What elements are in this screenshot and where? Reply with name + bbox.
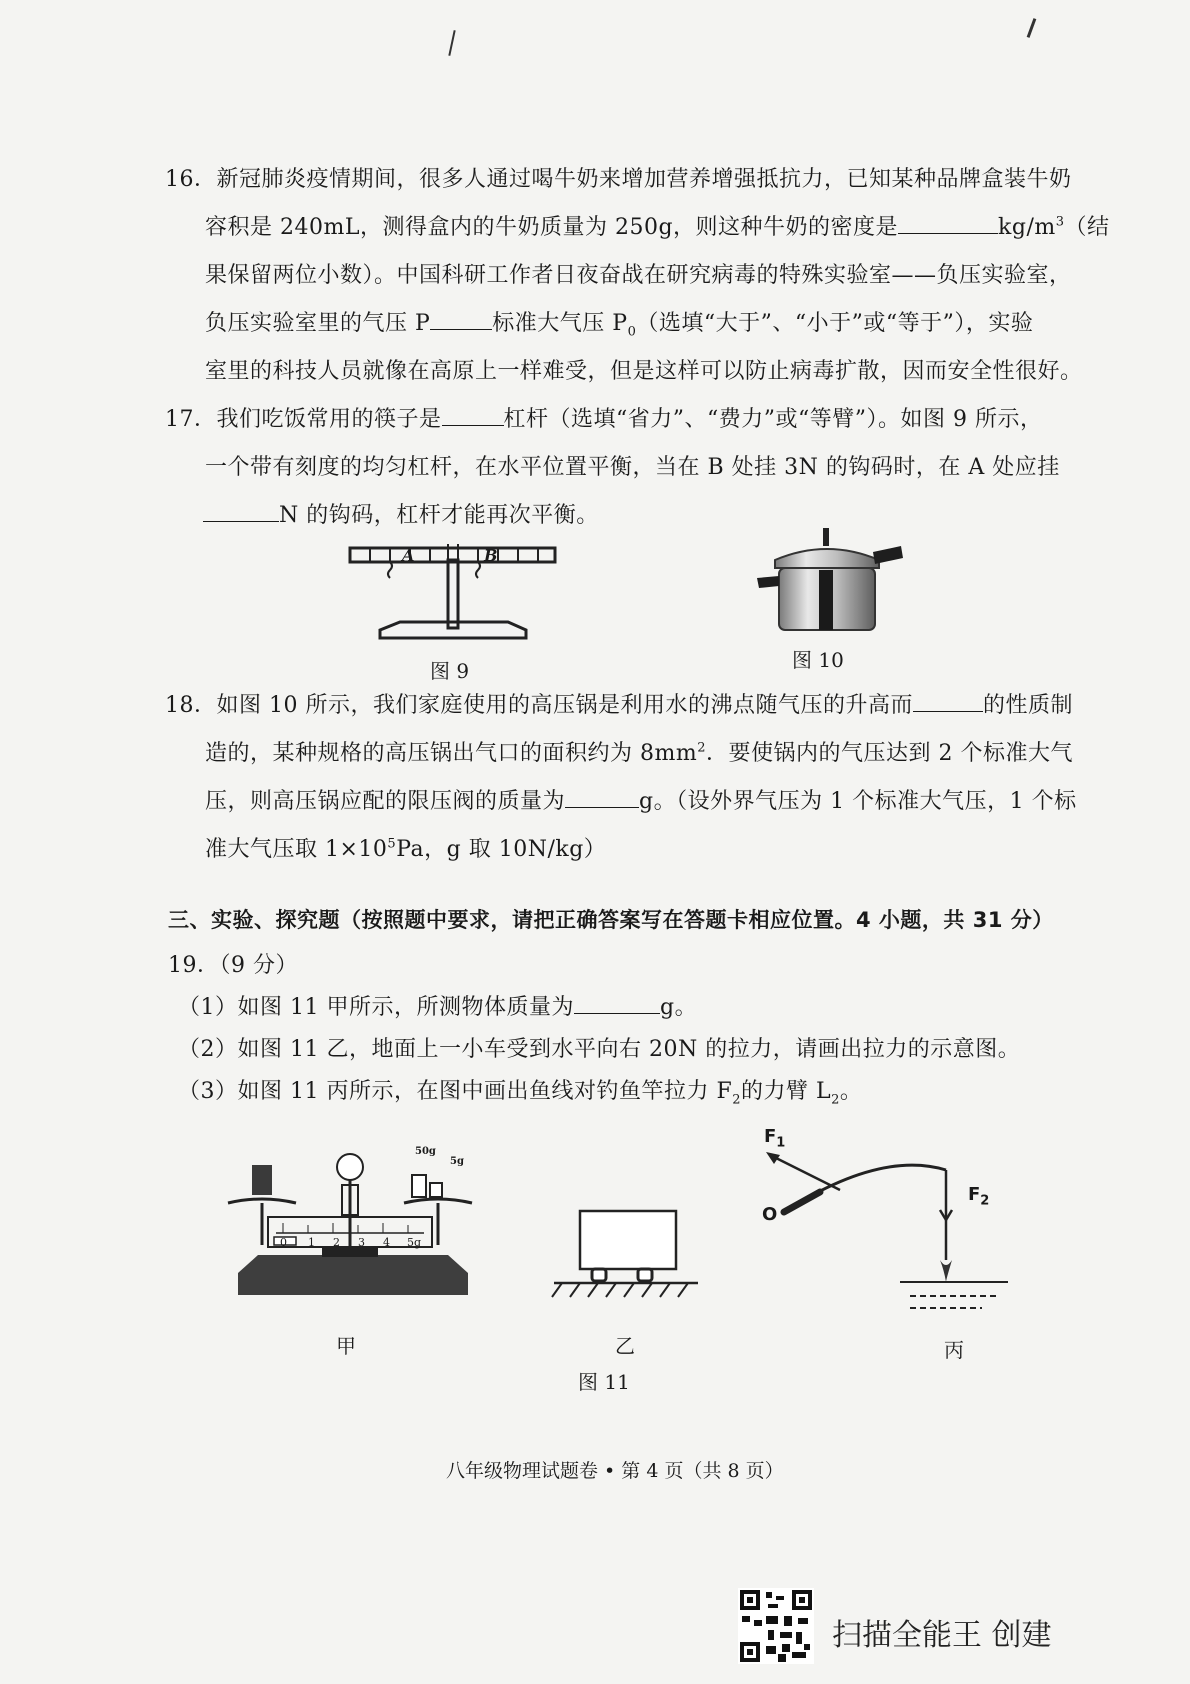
answer-blank[interactable] [442,403,504,426]
fishing-rod-figure [760,1120,1020,1320]
answer-blank[interactable] [574,991,660,1014]
fig10-caption: 图 10 [792,648,844,672]
fig11-sub-b: 乙 [615,1334,635,1358]
q18-line-2: 造的，某种规格的高压锅出气口的面积约为 $8mm^2$．要使锅内的气压达到 2 个标准大气 [205,740,1073,766]
q16-line-2: 容积是 240mL，测得盒内的牛奶质量为 250g，则这种牛奶的密度是 $kg/m^3$（结 [205,210,1110,241]
q16-line-1: 16．新冠肺炎疫情期间，很多人通过喝牛奶来增加营养增强抵抗力，已知某种品牌盒装牛奶 [165,167,1072,192]
scale-tick-label: 4 [383,1236,390,1249]
pivot-label-o: O [762,1204,778,1225]
answer-blank[interactable] [565,785,639,808]
page-footer: 八年级物理试题卷 • 第 4 页（共 8 页） [446,1460,784,1482]
section-3-heading: 三、实验、探究题（按照题中要求，请把正确答案写在答题卡相应位置。4 小题，共 31 分） [168,908,1054,932]
q16-line-3: 果保留两位小数）。中国科研工作者日夜奋战在研究病毒的特殊实验室——负压实验室， [205,263,1072,288]
answer-blank[interactable] [913,689,983,712]
scale-tick-label: 2 [333,1236,340,1249]
lever-label-a: A [402,546,415,565]
answer-blank[interactable] [430,307,492,330]
q18-line-1: 18．如图 10 所示，我们家庭使用的高压锅是利用水的沸点随气压的升高而 的性质制 [165,688,1073,719]
fig11-sub-c: 丙 [944,1338,964,1362]
fig9-caption: 图 9 [430,659,470,683]
q16-line-4: 负压实验室里的气压 P 标准大气压 $P_0$（选填“大于”、“小于”或“等于”），实验 [205,306,1033,339]
scan-mark [448,30,455,56]
pressure-cooker-figure [755,520,905,640]
force-label-f2: $F_2$ [968,1184,990,1209]
q18-line-3: 压，则高压锅应配的限压阀的质量为 g。（设外界气压为 1 个标准大气压，1 个标 [205,784,1077,815]
scale-tick-label: 1 [308,1236,315,1249]
q17-line-2: 一个带有刻度的均匀杠杆，在水平位置平衡，当在 B 处挂 3N 的钩码时，在 A 处应挂 [205,455,1060,480]
scanner-watermark: 扫描全能王 创建 [832,1618,1052,1653]
weight-label-5g: 5g [450,1156,464,1167]
q19-part-2: （2）如图 11 乙，地面上一小车受到水平向右 20N 的拉力，请画出拉力的示意图。 [178,1037,1021,1062]
answer-blank[interactable] [898,211,998,234]
weight-label-50g: 50g [415,1146,436,1157]
qr-code-icon [738,1588,814,1664]
q17-line-3: N 的钩码，杠杆才能再次平衡。 [203,498,599,529]
fig11-caption: 图 11 [578,1370,630,1394]
lever-figure [340,530,570,650]
scale-tick-label: 5g [407,1236,422,1249]
answer-blank[interactable] [203,499,279,522]
q16-line-5: 室里的科技人员就像在高原上一样难受，但是这样可以防止病毒扩散，因而安全性很好。 [205,359,1083,384]
cart-figure [550,1205,700,1305]
q17-line-1: 17．我们吃饭常用的筷子是 杠杆（选填“省力”、“费力”或“等臂”）。如图 9 所示， [165,402,1042,433]
balance-figure [228,1145,478,1305]
q19-heading: 19．（9 分） [168,953,298,978]
force-label-f1: $F_1$ [764,1126,786,1151]
scale-tick-label: 3 [358,1236,365,1249]
q19-part-1: （1）如图 11 甲所示，所测物体质量为 g。 [178,990,697,1021]
scale-tick-label: 0 [280,1236,287,1249]
q19-part-3: （3）如图 11 丙所示，在图中画出鱼线对钓鱼竿拉力 $F_2$的力臂 $L_2$。 [178,1079,863,1108]
lever-label-b: B [484,546,498,565]
scan-mark [1027,18,1037,38]
q18-line-4: 准大气压取 $1\times 10^5Pa$，g 取 10N/kg） [205,836,607,862]
fig11-sub-a: 甲 [336,1334,356,1358]
